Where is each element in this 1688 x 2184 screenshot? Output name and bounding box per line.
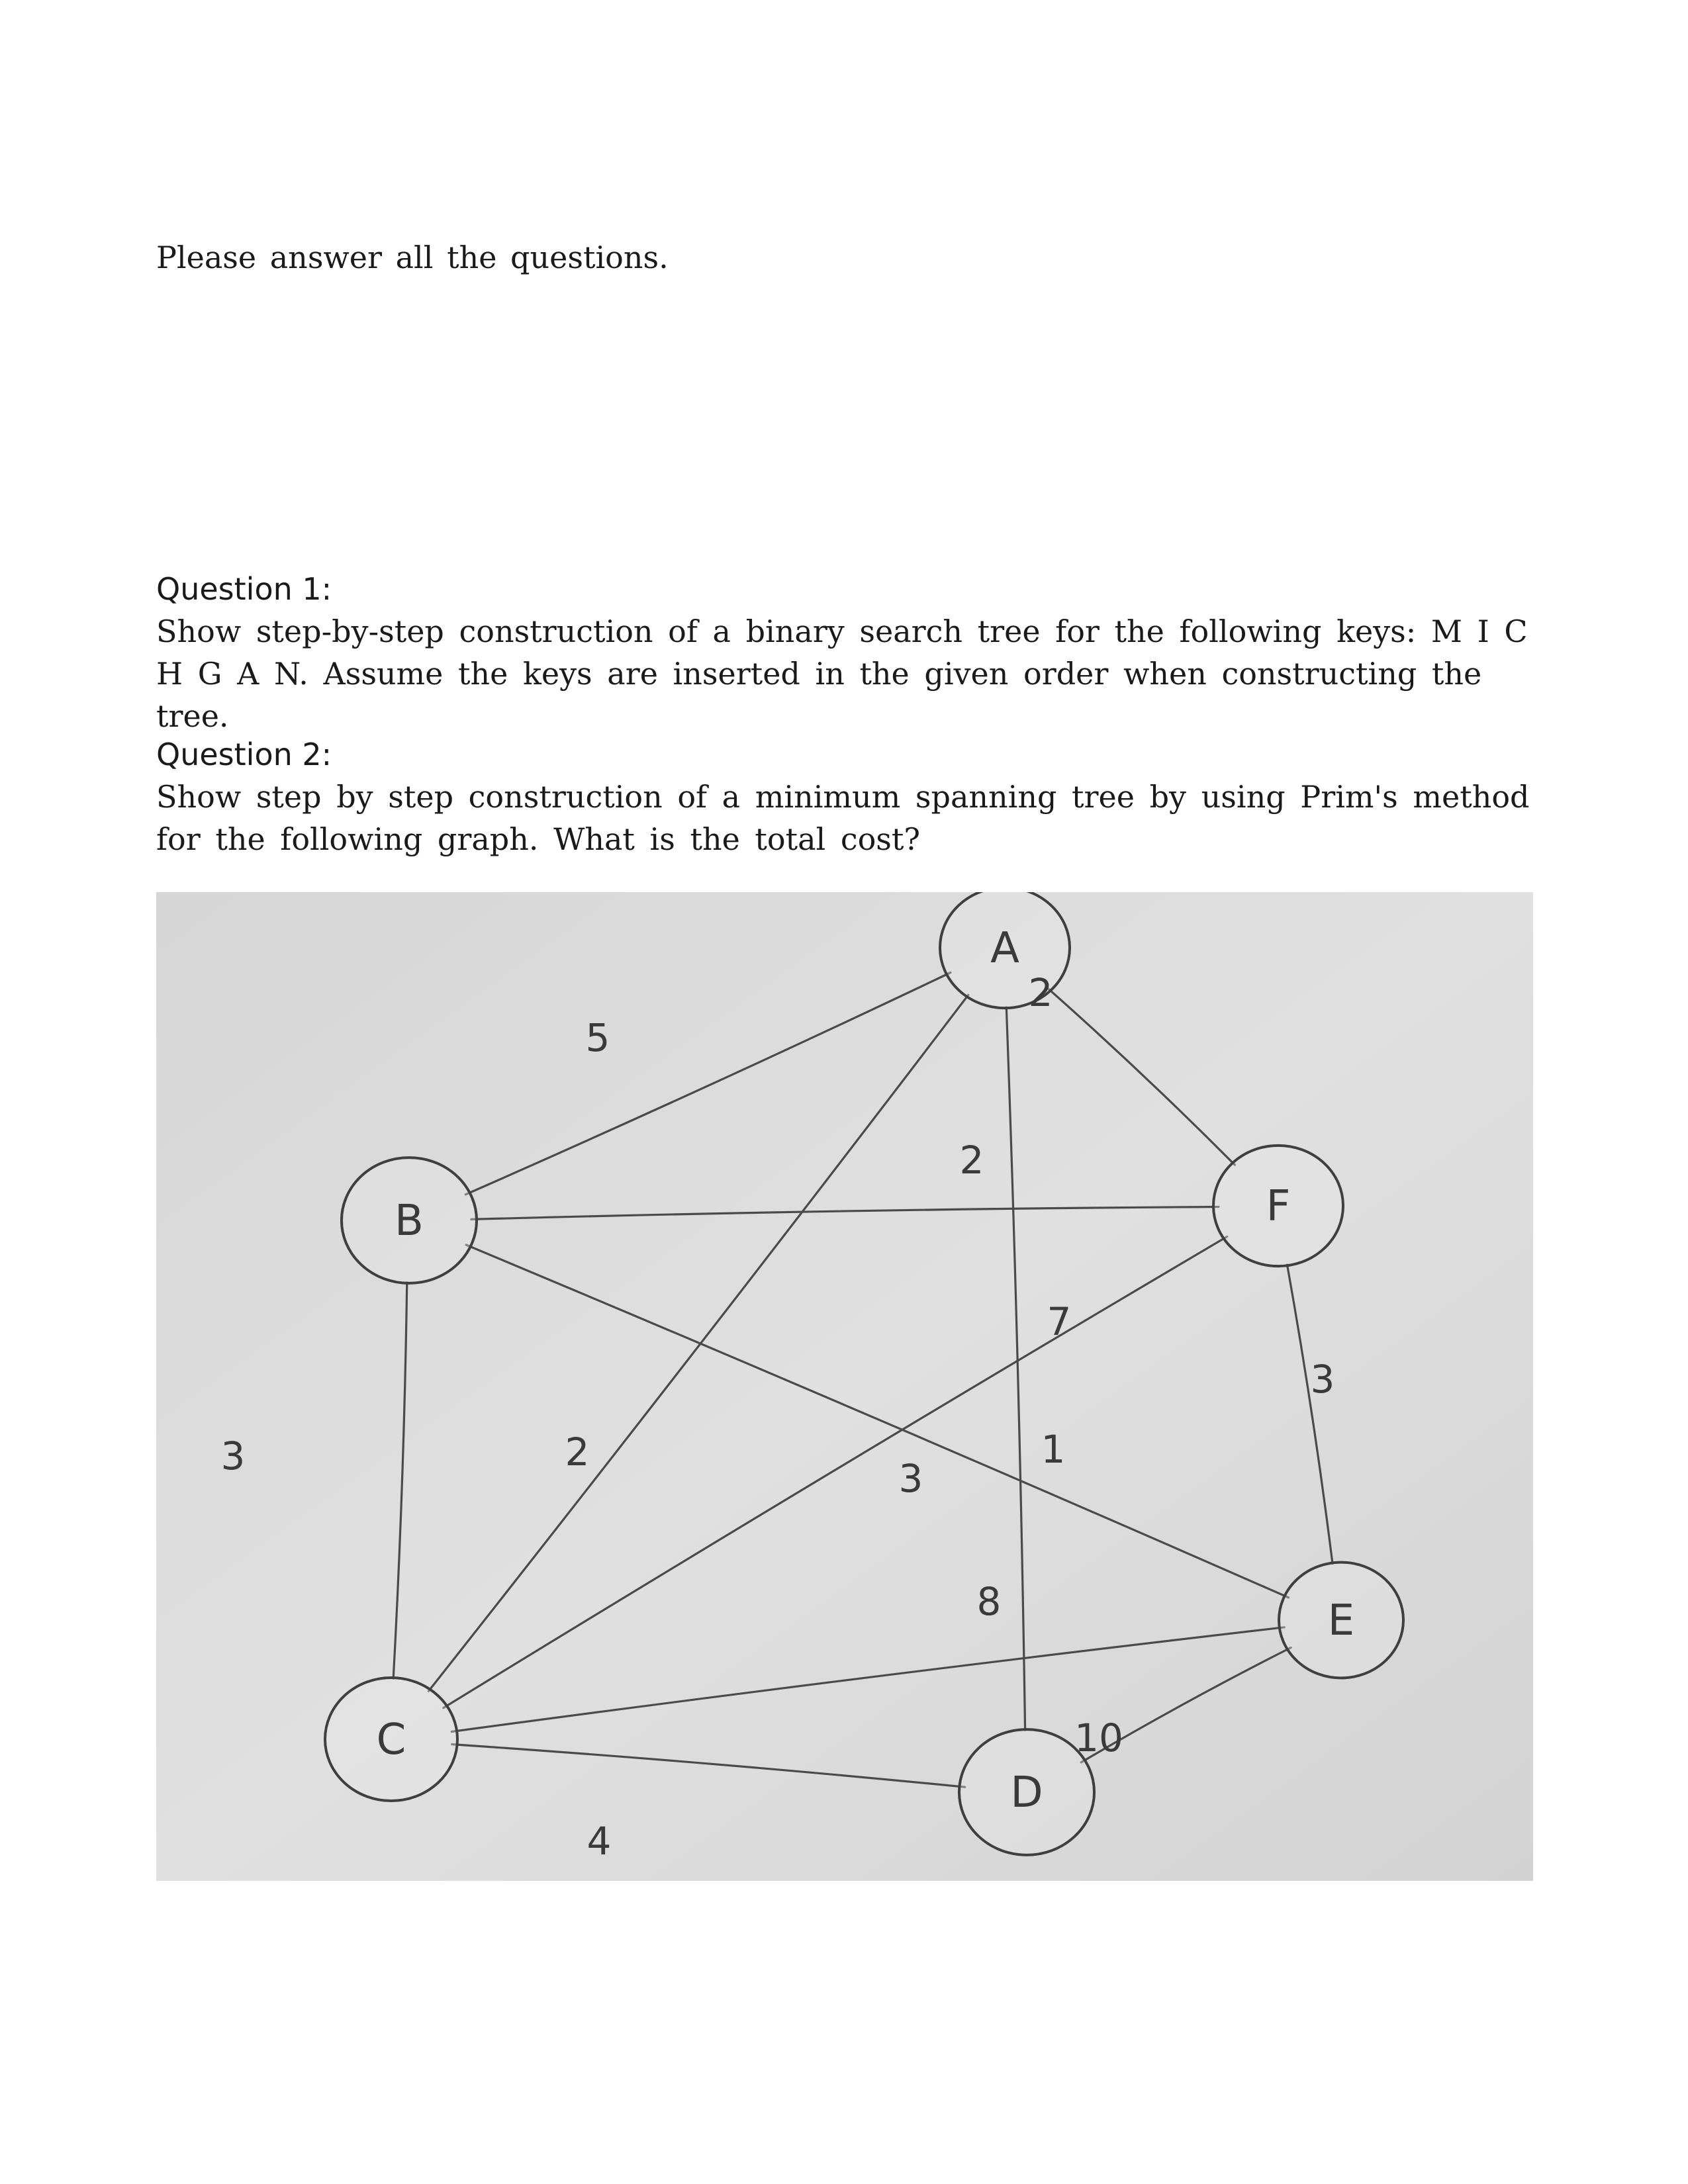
edge-weight-C-D: 4 (586, 1819, 612, 1864)
node-C-label: C (376, 1715, 406, 1764)
question-1-body: Show step-by-step construction of a binary search tree for the following keys: M I C H G A N. Assume the keys are inserted in the given order when constructing the tree. (156, 614, 1528, 734)
edge-weight-A-D: 3 (898, 1456, 923, 1501)
edge-weight-A-B: 5 (585, 1015, 610, 1060)
node-F-label: F (1266, 1182, 1291, 1231)
node-B-label: B (395, 1197, 424, 1246)
node-F (1213, 1146, 1343, 1266)
edge-weight-B-F: 2 (959, 1138, 984, 1183)
edge-weight-A-C: 2 (565, 1430, 590, 1475)
edge-weight-F-E: 3 (1310, 1357, 1335, 1402)
graph-drawing (156, 892, 1533, 1881)
edge-weight-C-F: 7 (1047, 1299, 1072, 1344)
edge-weight-B-C: 3 (220, 1433, 246, 1479)
node-C (325, 1678, 457, 1801)
edge-weight-C-E: 8 (976, 1579, 1002, 1624)
graph-photo (156, 892, 1533, 1881)
node-D-label: D (1010, 1768, 1043, 1817)
question-1-heading: Question 1: (156, 571, 332, 607)
node-E (1279, 1563, 1403, 1678)
intro-instruction: Please answer all the questions. (156, 240, 669, 275)
node-A-label: A (990, 924, 1019, 973)
question-2-heading: Question 2: (156, 737, 332, 772)
question-2 (156, 733, 1540, 860)
question-2-body: Show step by step construction of a minimum spanning tree by using Prim's method for the following graph. What is the total cost? (156, 779, 1530, 857)
node-B (342, 1158, 477, 1283)
node-E-label: E (1327, 1596, 1355, 1645)
edge-weight-D-E: 10 (1074, 1715, 1123, 1760)
question-1 (156, 568, 1540, 737)
edge-weight-B-E: 1 (1041, 1427, 1066, 1472)
edge-weight-A-F: 2 (1028, 970, 1053, 1015)
